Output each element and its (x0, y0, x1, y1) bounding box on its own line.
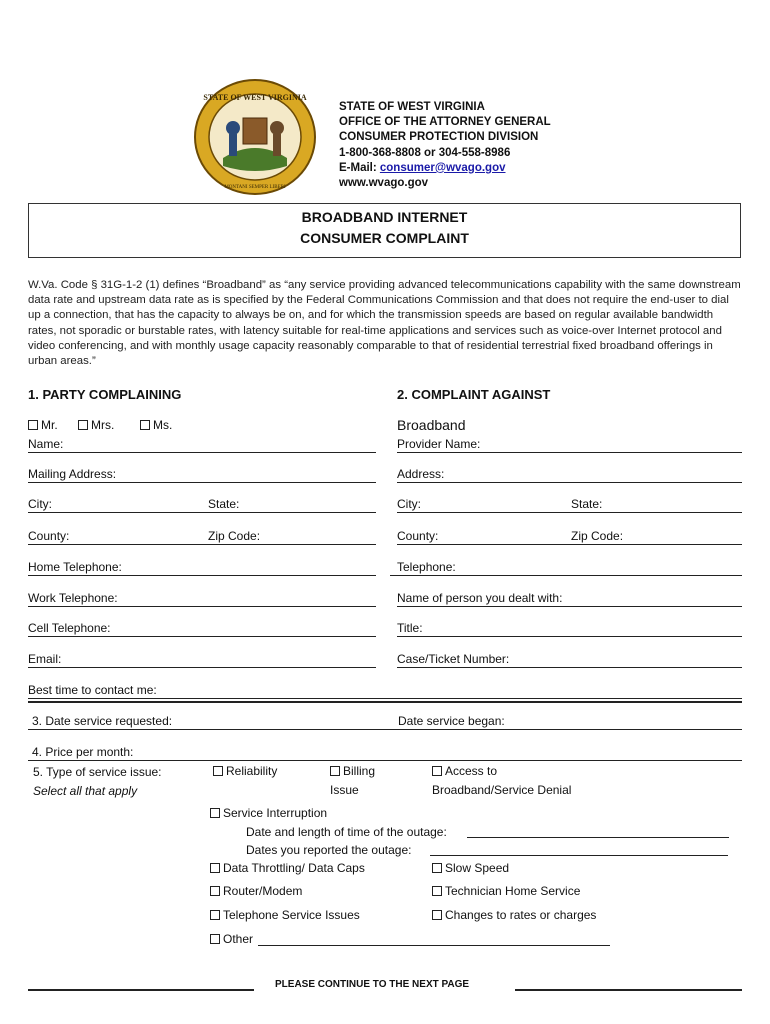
provider-address-field[interactable] (397, 467, 742, 483)
router-checkbox[interactable] (210, 886, 220, 896)
work-telephone-field[interactable] (28, 591, 376, 607)
cell-tel-label: Cell Telephone: (28, 621, 111, 635)
home-tel-label: Home Telephone: (28, 560, 122, 574)
case-label: Case/Ticket Number: (397, 652, 510, 666)
ms-label: Ms. (153, 418, 173, 432)
email-field-label: Email: (28, 652, 62, 666)
best-time-label: Best time to contact me: (28, 683, 157, 697)
provider-city-label: City: (397, 497, 421, 511)
header-line-division: CONSUMER PROTECTION DIVISION (339, 131, 539, 144)
option-reliability[interactable] (213, 764, 277, 778)
provider-zip-label: Zip Code: (571, 529, 624, 543)
provider-city-state-field[interactable] (397, 497, 742, 513)
name-label: Name: (28, 437, 64, 451)
zip-label: Zip Code: (208, 529, 261, 543)
form-title-line1: BROADBAND INTERNET (301, 209, 468, 225)
other-checkbox[interactable] (210, 934, 220, 944)
party-heading: 1. PARTY COMPLAINING (28, 387, 182, 402)
provider-telephone-field[interactable] (390, 560, 742, 576)
state-seal (193, 78, 317, 196)
email-link[interactable]: consumer@wvago.gov (379, 161, 506, 174)
outage-reported-line[interactable] (430, 855, 728, 856)
city-state-field[interactable] (28, 497, 376, 513)
option-rates[interactable] (432, 908, 596, 922)
county-label: County: (28, 529, 70, 543)
continue-note: PLEASE CONTINUE TO THE NEXT PAGE (275, 979, 470, 990)
telephone-checkbox[interactable] (210, 910, 220, 920)
ms-checkbox[interactable] (140, 420, 150, 430)
mrs-checkbox[interactable] (78, 420, 88, 430)
billing-label: Billing (343, 764, 376, 778)
form-title-box (28, 203, 741, 258)
option-other[interactable] (210, 932, 253, 946)
broadband-definition: W.Va. Code § 31G-1-2 (1) defines “Broadband” as “any service providing advanced telecommunications capability with the same downstream data rate and upstream data rate as is specified by the Federal Communications Commission and that does not require the end-user to dial up a connection, that has the capacity to always be on, and for which the transmission speeds are based on regular available bandwidth rates, not sporadic or burstable rates, with latency suitable for real-time applications and services such as voice-over Internet protocol and video conferencing, and with monthly usage capacity reasonably comparable to that of residential terrestrial fixed broadband offerings in urban areas.” (28, 279, 741, 368)
slow-speed-label: Slow Speed (445, 861, 510, 875)
option-technician[interactable] (432, 884, 580, 898)
person-dealt-field[interactable] (397, 591, 742, 607)
provider-address-label: Address: (397, 467, 445, 481)
name-field[interactable] (28, 437, 376, 453)
option-throttling[interactable] (210, 861, 365, 875)
mr-label: Mr. (41, 418, 58, 432)
date-requested-label: 3. Date service requested: (32, 714, 173, 728)
header-line-office: OFFICE OF THE ATTORNEY GENERAL (339, 116, 551, 129)
date-began-label: Date service began: (398, 714, 505, 728)
reliability-checkbox[interactable] (213, 766, 223, 776)
mr-checkbox[interactable] (28, 420, 38, 430)
interruption-checkbox[interactable] (210, 808, 220, 818)
outage-date-line[interactable] (467, 837, 729, 838)
home-telephone-field[interactable] (28, 560, 376, 576)
option-slow-speed[interactable] (432, 861, 509, 875)
outage-reported-label: Dates you reported the outage: (246, 843, 412, 857)
rates-checkbox[interactable] (432, 910, 442, 920)
section-divider (28, 701, 742, 703)
access-label-line2: Broadband/Service Denial (432, 783, 572, 797)
throttling-label: Data Throttling/ Data Caps (223, 861, 365, 875)
technician-checkbox[interactable] (432, 886, 442, 896)
against-heading: 2. COMPLAINT AGAINST (397, 387, 551, 402)
slow-speed-checkbox[interactable] (432, 863, 442, 873)
city-label: City: (28, 497, 52, 511)
best-time-field[interactable] (28, 683, 742, 699)
form-title-line2: CONSUMER COMPLAINT (300, 230, 469, 246)
provider-tel-label: Telephone: (397, 560, 456, 574)
broadband-label: Broadband (397, 417, 466, 433)
access-checkbox[interactable] (432, 766, 442, 776)
other-line[interactable] (258, 945, 610, 946)
access-label: Access to (445, 764, 498, 778)
salutation-ms[interactable] (140, 418, 172, 432)
person-title-field[interactable] (397, 621, 742, 637)
price-label: 4. Price per month: (32, 745, 134, 759)
provider-label: Provider Name: (397, 437, 481, 451)
footer-rule-right (515, 989, 742, 991)
header-line-state: STATE OF WEST VIRGINIA (339, 101, 485, 113)
provider-county-label: County: (397, 529, 439, 543)
telephone-label: Telephone Service Issues (223, 908, 360, 922)
seal-text-bottom: MONTANI SEMPER LIBERI (224, 185, 286, 190)
email-label: E-Mail: (339, 161, 380, 174)
price-field[interactable] (28, 745, 742, 761)
header-phones: 1-800-368-8808 or 304-558-8986 (339, 146, 511, 159)
seal-text-top: STATE OF WEST VIRGINIA (203, 93, 307, 102)
option-interruption[interactable] (210, 806, 327, 820)
provider-county-zip-field[interactable] (397, 529, 742, 545)
other-label: Other (223, 932, 254, 946)
footer-rule-left (28, 989, 254, 991)
county-zip-field[interactable] (28, 529, 376, 545)
technician-label: Technician Home Service (445, 884, 581, 898)
person-label: Name of person you dealt with: (397, 591, 563, 605)
billing-checkbox[interactable] (330, 766, 340, 776)
option-access[interactable] (432, 764, 497, 778)
work-tel-label: Work Telephone: (28, 591, 118, 605)
issue-type-label: 5. Type of service issue: (33, 765, 162, 779)
provider-name-field[interactable] (397, 437, 742, 453)
salutation-mrs[interactable] (78, 418, 114, 432)
option-telephone[interactable] (210, 908, 360, 922)
mailing-label: Mailing Address: (28, 467, 117, 481)
router-label: Router/Modem (223, 884, 303, 898)
billing-issue-label: Issue (330, 783, 359, 797)
option-router[interactable] (210, 884, 302, 898)
reliability-label: Reliability (226, 764, 278, 778)
outage-date-label: Date and length of time of the outage: (246, 825, 447, 839)
select-all-note: Select all that apply (33, 784, 138, 798)
mrs-label: Mrs. (91, 418, 115, 432)
throttling-checkbox[interactable] (210, 863, 220, 873)
rates-label: Changes to rates or charges (445, 908, 597, 922)
email-field[interactable] (28, 652, 376, 668)
interruption-label: Service Interruption (223, 806, 328, 820)
state-label: State: (208, 497, 240, 511)
salutation-mr[interactable] (28, 418, 58, 432)
option-billing[interactable] (330, 764, 375, 778)
cell-telephone-field[interactable] (28, 621, 376, 637)
header-email-row (339, 161, 551, 176)
header-website: www.wvago.gov (339, 177, 429, 190)
provider-state-label: State: (571, 497, 603, 511)
title-label: Title: (397, 621, 423, 635)
office-header (339, 100, 551, 191)
case-number-field[interactable] (397, 652, 742, 668)
service-dates-field[interactable] (28, 714, 742, 730)
mailing-address-field[interactable] (28, 467, 376, 483)
